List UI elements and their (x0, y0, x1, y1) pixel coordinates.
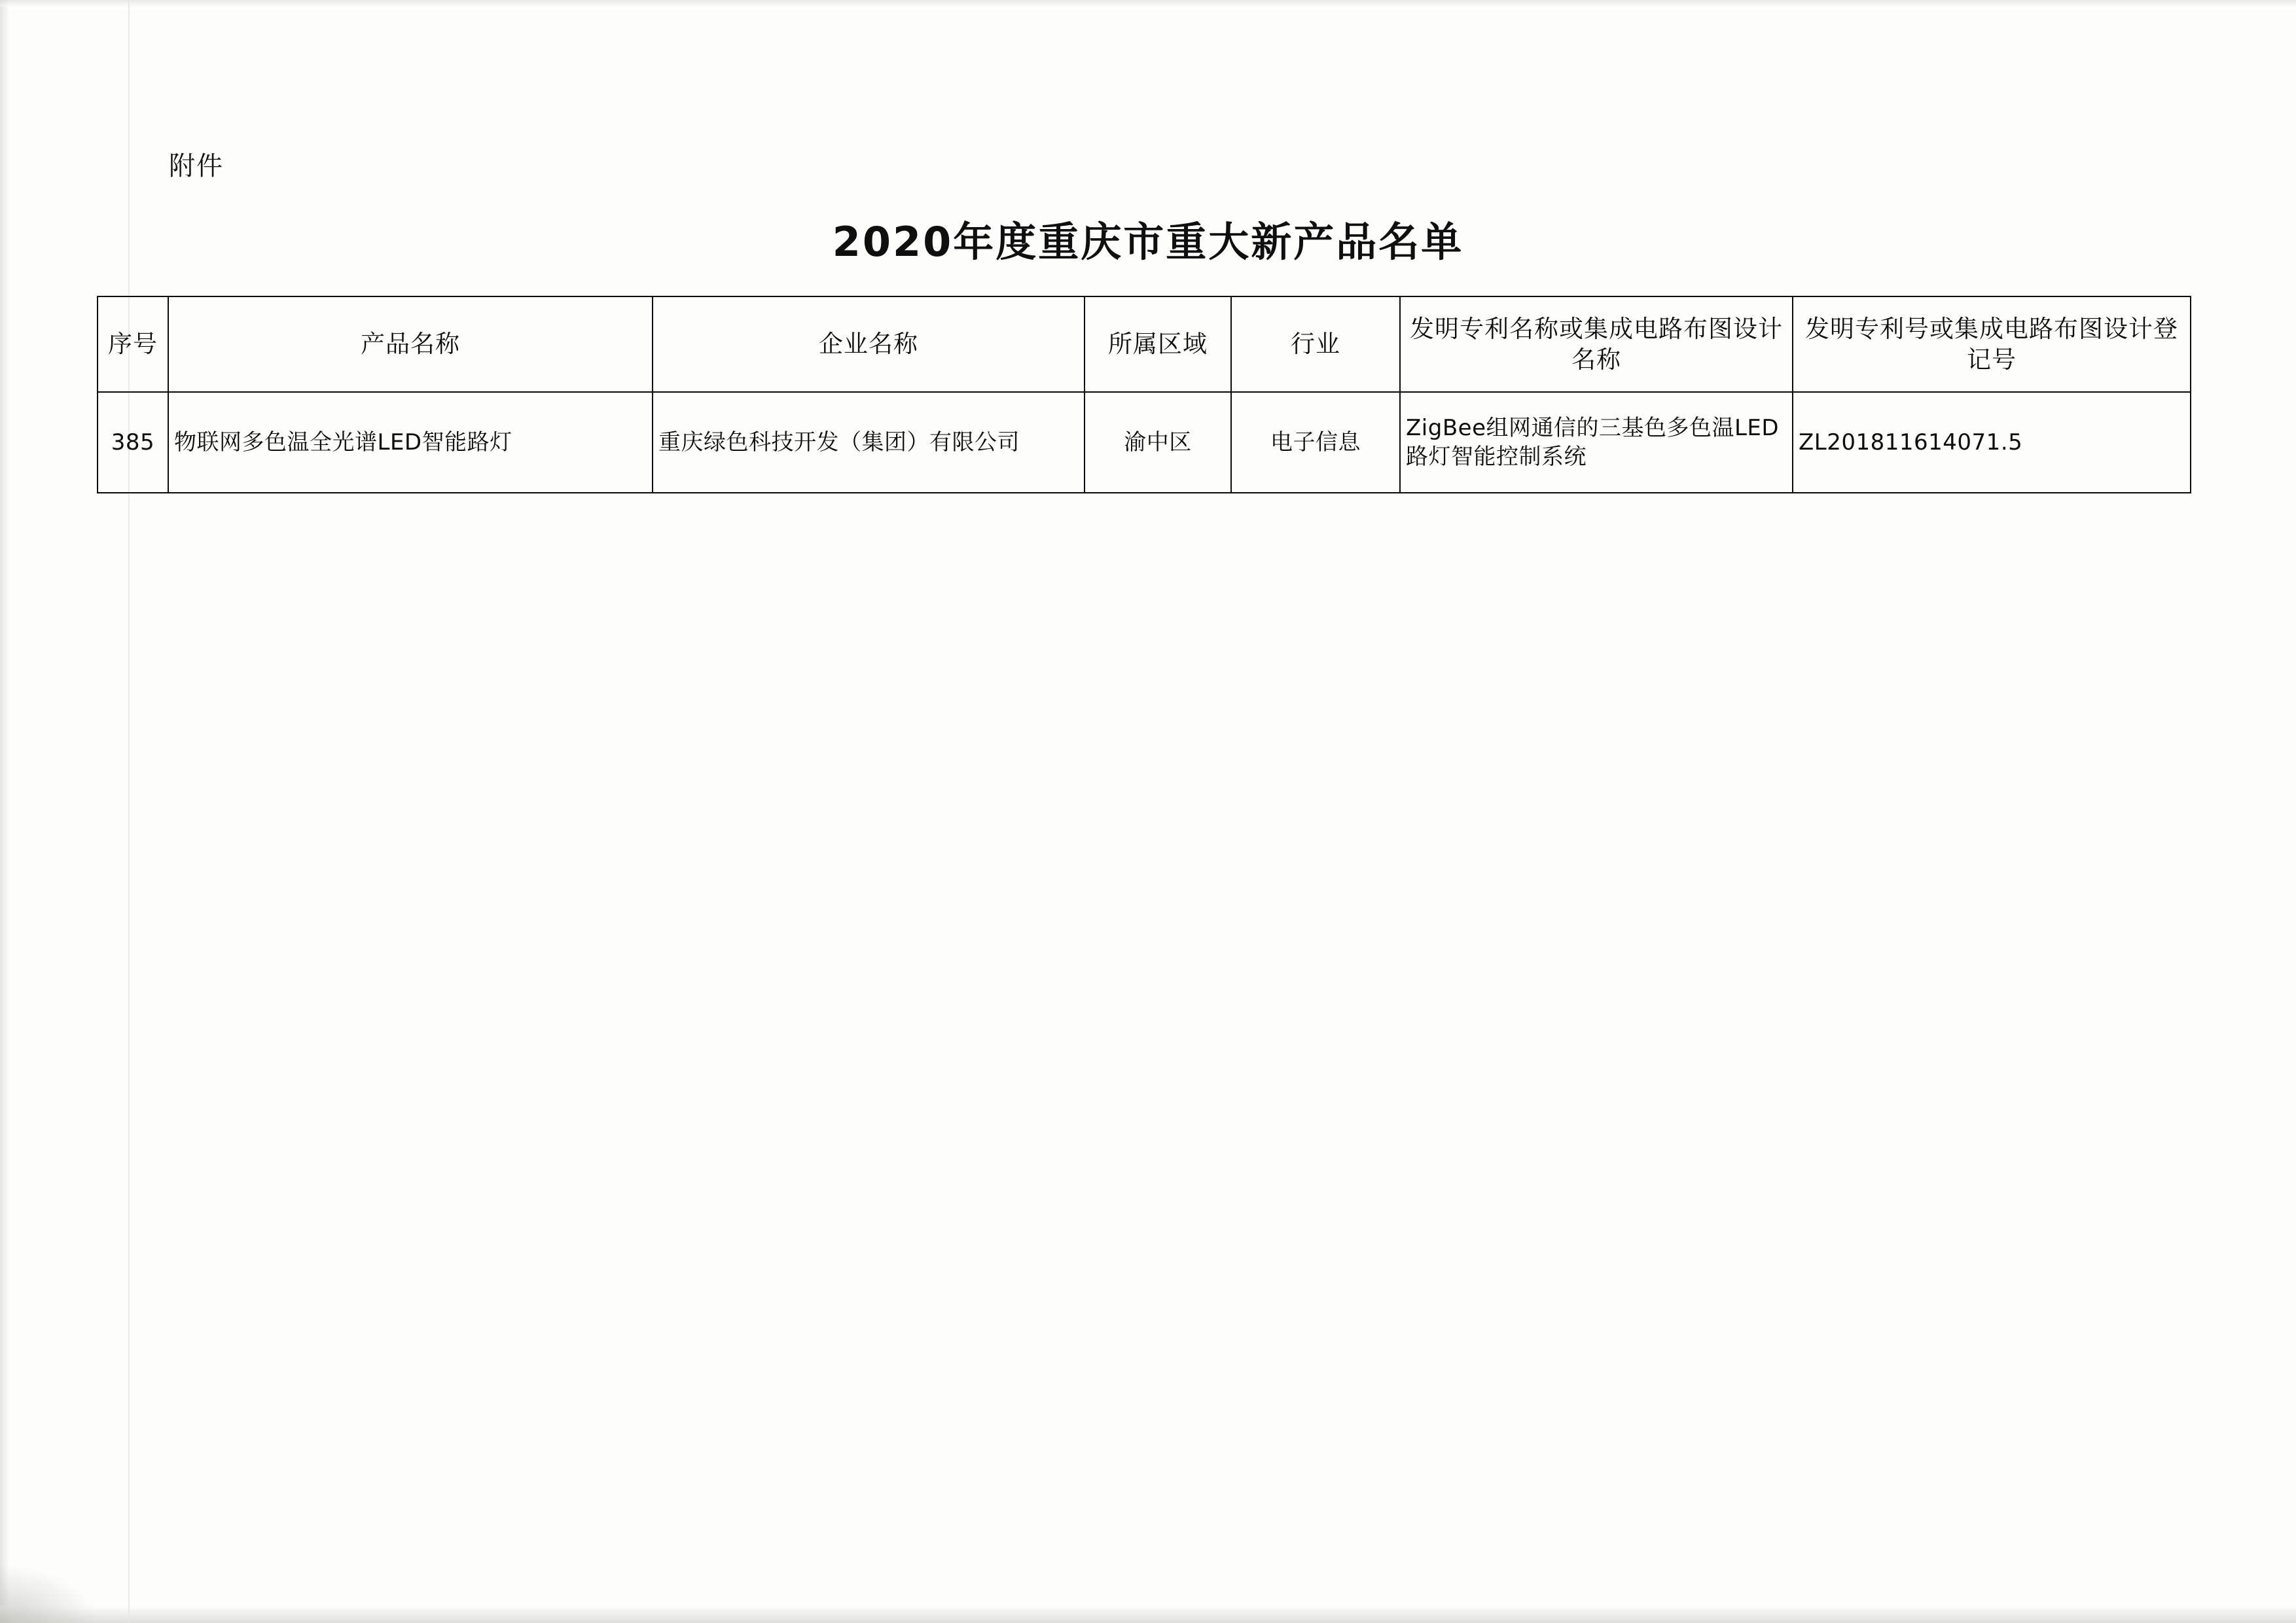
column-header-patent-name: 发明专利名称或集成电路布图设计名称 (1400, 296, 1793, 392)
cell-region: 渝中区 (1085, 392, 1231, 493)
cell-patent-number: ZL201811614071.5 (1793, 392, 2191, 493)
page-title: 2020年度重庆市重大新产品名单 (832, 218, 1464, 266)
table-row (98, 392, 2191, 493)
cell-enterprise-name: 重庆绿色科技开发（集团）有限公司 (653, 392, 1085, 493)
scan-edge-top (0, 0, 2296, 7)
table-header-row (98, 296, 2191, 392)
product-list-table (97, 296, 2191, 493)
cell-seq: 385 (98, 392, 168, 493)
scan-edge-bottom (0, 1606, 2296, 1623)
scan-corner-shadow (0, 1564, 98, 1623)
column-header-industry: 行业 (1231, 296, 1400, 392)
cell-industry: 电子信息 (1231, 392, 1400, 493)
column-header-patent-number: 发明专利号或集成电路布图设计登记号 (1793, 296, 2191, 392)
column-header-enterprise-name: 企业名称 (653, 296, 1085, 392)
column-header-region: 所属区域 (1085, 296, 1231, 392)
attachment-label: 附件 (169, 151, 224, 181)
cell-patent-name: ZigBee组网通信的三基色多色温LED路灯智能控制系统 (1400, 392, 1793, 493)
cell-product-name: 物联网多色温全光谱LED智能路灯 (168, 392, 653, 493)
column-header-product-name: 产品名称 (168, 296, 653, 392)
column-header-seq: 序号 (98, 296, 168, 392)
